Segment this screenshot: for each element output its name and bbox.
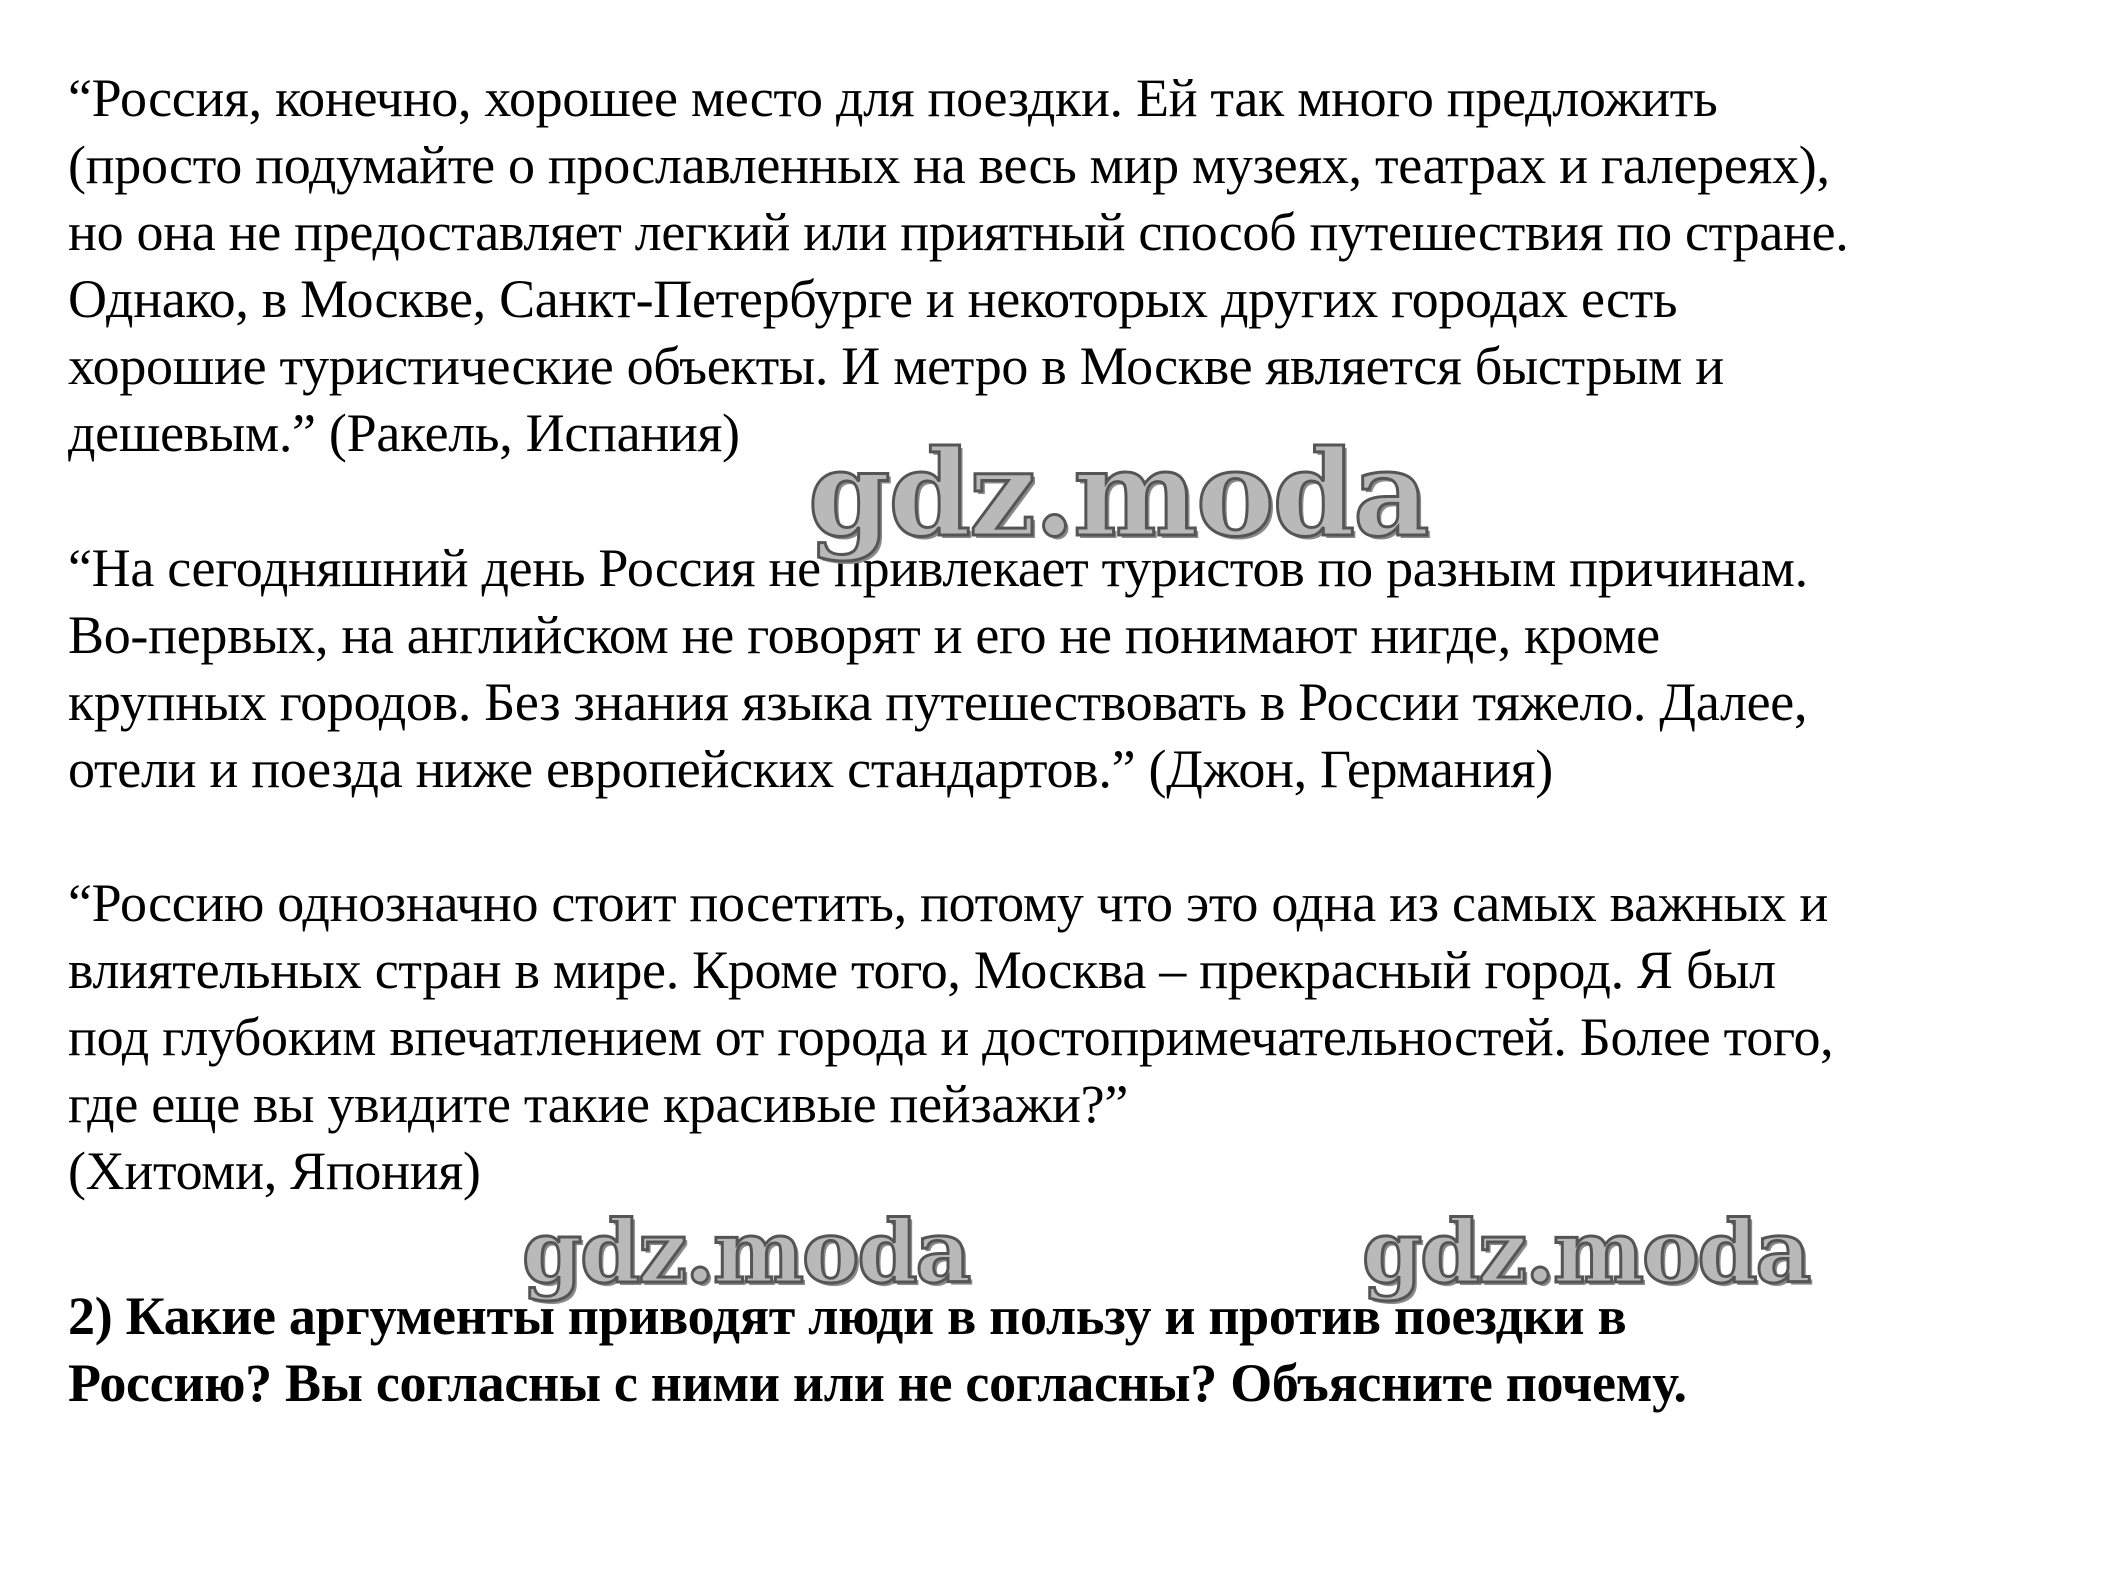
text-line: отели и поезда ниже европейских стандартов.” (Джон, Германия)	[68, 739, 1553, 799]
watermark-logo: gdz.moda	[808, 424, 1428, 563]
text-line: крупных городов. Без знания языка путешествовать в России тяжело. Далее,	[68, 672, 1808, 732]
text-line: Однако, в Москве, Санкт-Петербурге и некоторых других городах есть	[68, 269, 1678, 329]
text-line: (просто подумайте о прославленных на весь мир музеях, театрах и галереях),	[68, 135, 1830, 195]
task-line: 2) Какие аргументы приводят люди в пользу и против поездки в	[68, 1286, 1627, 1346]
text-line: “На сегодняшний день Россия не привлекает туристов по разным причинам.	[68, 538, 1808, 598]
text-line: (Хитоми, Япония)	[68, 1141, 481, 1201]
text-line: “Россию однозначно стоит посетить, потому что это одна из самых важных и	[68, 873, 1828, 933]
text-line: Во-первых, на английском не говорят и его не понимают нигде, кроме	[68, 605, 1660, 665]
text-line: но она не предоставляет легкий или приятный способ путешествия по стране.	[68, 202, 1849, 262]
text-line: под глубоким впечатлением от города и достопримечательностей. Более того,	[68, 1007, 1834, 1067]
watermark-logo: gdz.moda	[1362, 1202, 1810, 1303]
text-line: “Россия, конечно, хорошее место для поездки. Ей так много предложить	[68, 68, 1718, 128]
text-line: хорошие туристические объекты. И метро в Москве является быстрым и	[68, 336, 1724, 396]
task-line: Россию? Вы согласны с ними или не согласны? Объясните почему.	[68, 1353, 1687, 1413]
watermark-logo: gdz.moda	[522, 1202, 970, 1303]
text-line: дешевым.” (Ракель, Испания)	[68, 403, 740, 463]
text-line: где еще вы увидите такие красивые пейзажи?”	[68, 1074, 1128, 1134]
text-line: влиятельных стран в мире. Кроме того, Москва – прекрасный город. Я был	[68, 940, 1776, 1000]
